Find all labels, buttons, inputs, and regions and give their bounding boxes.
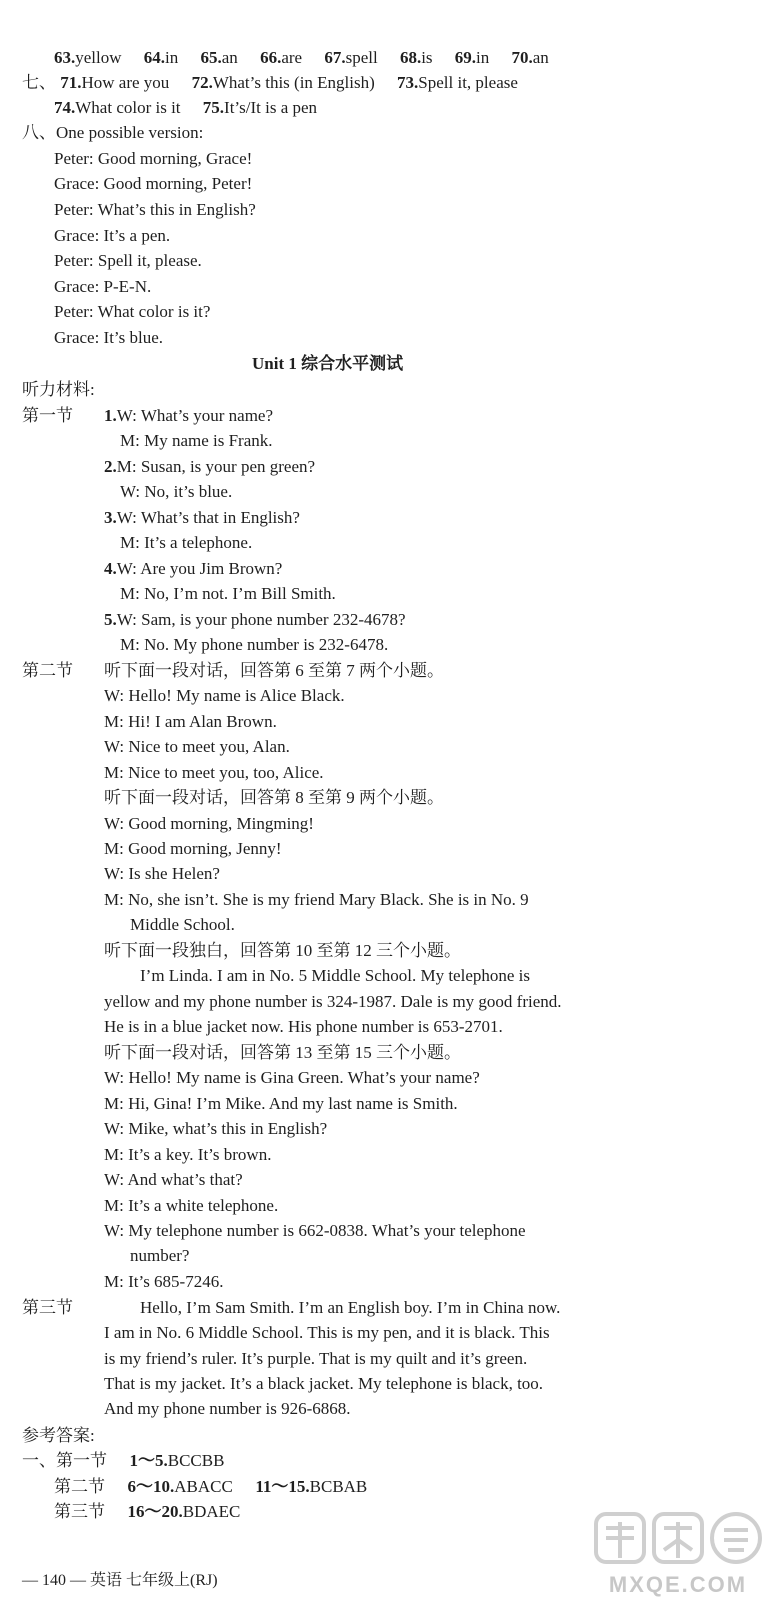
p1-q5-a <box>104 608 406 632</box>
part-3-label: 第三节 <box>22 1298 73 1317</box>
p1-q3-b: M: It’s a telephone. <box>120 533 253 552</box>
instruction: 听下面一段对话，回答第 8 至第 9 两个小题。 <box>104 788 444 807</box>
p1-q1-num: 1. <box>104 406 117 425</box>
listening-label: 听力材料: <box>22 380 95 399</box>
p1-q2-a <box>104 455 315 479</box>
unit-title: Unit 1 综合水平测试 <box>252 354 404 373</box>
instruction: 听下面一段独白，回答第 10 至第 12 三个小题。 <box>104 941 461 960</box>
q71-num: 71. <box>60 73 82 92</box>
section-7-label: 七、 <box>22 73 56 92</box>
key-row-1-range: 1～5. <box>129 1451 168 1470</box>
q70-ans: an <box>532 48 549 67</box>
dialog-line: M: It’s a white telephone. <box>104 1196 279 1215</box>
key-row-1 <box>22 1449 224 1473</box>
passage-line: And my phone number is 926-6868. <box>104 1399 351 1418</box>
instruction: 听下面一段对话，回答第 6 至第 7 两个小题。 <box>104 661 444 680</box>
watermark-logo <box>578 1508 778 1598</box>
dialog-line: Peter: Spell it, please. <box>54 251 202 270</box>
monologue-line: He is in a blue jacket now. His phone number is 653-2701. <box>104 1017 503 1036</box>
q75-num: 75. <box>202 98 225 117</box>
section-7-row2 <box>54 96 335 120</box>
p1-q3-a <box>104 506 300 530</box>
dialog-line: W: And what’s that? <box>104 1170 243 1189</box>
dialog-line: M: Hi! I am Alan Brown. <box>104 712 277 731</box>
q64-num: 64. <box>143 48 166 67</box>
q65-num: 65. <box>200 48 222 67</box>
key-row-3-prefix: 第三节 <box>54 1502 105 1521</box>
monologue-line: I’m Linda. I am in No. 5 Middle School. My telephone is <box>140 966 530 985</box>
part-1-label: 第一节 <box>22 406 73 425</box>
dialog-line: Middle School. <box>130 915 235 934</box>
q72-ans: What’s this (in English) <box>212 73 375 92</box>
dialog-line: Grace: It’s blue. <box>54 328 164 347</box>
p1-q4-num: 4. <box>104 559 117 578</box>
q68-num: 68. <box>399 48 422 67</box>
passage-line: Hello, I’m Sam Smith. I’m an English boy. I’m in China now. <box>140 1298 561 1317</box>
q67-ans: spell <box>345 48 378 67</box>
page-footer: — 140 — 英语 七年级上(RJ) <box>22 1572 218 1589</box>
q63-ans: yellow <box>75 48 122 67</box>
passage-line: That is my jacket. It’s a black jacket. My telephone is black, too. <box>104 1374 544 1393</box>
dialog-line: W: Is she Helen? <box>104 864 220 883</box>
q74-ans: What color is it <box>75 98 181 117</box>
q64-ans: in <box>165 48 179 67</box>
key-row-2 <box>54 1475 367 1499</box>
key-label: 参考答案: <box>22 1426 95 1445</box>
dialog-line: Grace: It’s a pen. <box>54 226 171 245</box>
p1-q3-num: 3. <box>104 508 117 527</box>
q71-ans: How are you <box>81 73 170 92</box>
dialog-line: M: Hi, Gina! I’m Mike. And my last name is Smith. <box>104 1094 458 1113</box>
q67-num: 67. <box>324 48 346 67</box>
key-row-1-prefix: 一、第一节 <box>22 1451 107 1470</box>
dialog-line: M: No, she isn’t. She is my friend Mary Black. She is in No. 9 <box>104 890 529 909</box>
part-2-label: 第二节 <box>22 661 73 680</box>
q75-ans: It’s/It is a pen <box>224 98 318 117</box>
key-row-2-prefix: 第二节 <box>54 1477 105 1496</box>
dialog-line: W: My telephone number is 662-0838. What’s your telephone <box>104 1221 526 1240</box>
q68-ans: is <box>421 48 433 67</box>
q74-num: 74. <box>54 98 76 117</box>
q73-ans: Spell it, please <box>418 73 518 92</box>
p1-q2-num: 2. <box>104 457 117 476</box>
section-7-row1 <box>22 71 536 95</box>
answers-63-70 <box>54 46 567 70</box>
q65-ans: an <box>221 48 238 67</box>
key-row-2-range-a: 6～10. <box>127 1477 175 1496</box>
section-8-label: 八、One possible version: <box>22 123 204 142</box>
passage-line: is my friend’s ruler. It’s purple. That is my quilt and it’s green. <box>104 1349 528 1368</box>
p1-q5-b: M: No. My phone number is 232-6478. <box>120 635 389 654</box>
p1-q1-a <box>104 404 273 428</box>
q70-num: 70. <box>511 48 533 67</box>
p1-q5-text: W: Sam, is your phone number 232-4678? <box>116 610 406 629</box>
key-row-3-answers: BDAEC <box>182 1502 241 1521</box>
dialog-line: M: Nice to meet you, too, Alice. <box>104 763 324 782</box>
monologue-line: yellow and my phone number is 324-1987. Dale is my good friend. <box>104 992 562 1011</box>
key-row-2-answers-b: BCBAB <box>309 1477 368 1496</box>
q73-num: 73. <box>397 73 419 92</box>
watermark-seal-icon <box>578 1508 778 1570</box>
dialog-line: Peter: What’s this in English? <box>54 200 256 219</box>
instruction: 听下面一段对话，回答第 13 至第 15 三个小题。 <box>104 1043 461 1062</box>
dialog-line: W: Nice to meet you, Alan. <box>104 737 290 756</box>
p1-q2-text: M: Susan, is your pen green? <box>116 457 316 476</box>
key-row-3 <box>54 1500 240 1524</box>
dialog-line: W: Hello! My name is Alice Black. <box>104 686 345 705</box>
q72-num: 72. <box>191 73 213 92</box>
dialog-line: M: It’s 685-7246. <box>104 1272 224 1291</box>
key-row-3-range: 16～20. <box>127 1502 183 1521</box>
key-row-1-answers: BCCBB <box>167 1451 225 1470</box>
key-row-2-range-b: 11～15. <box>255 1477 310 1496</box>
q66-ans: are <box>281 48 303 67</box>
dialog-line: number? <box>130 1246 190 1265</box>
p1-q1-text: W: What’s your name? <box>116 406 274 425</box>
dialog-line: M: It’s a key. It’s brown. <box>104 1145 272 1164</box>
p1-q1-b: M: My name is Frank. <box>120 431 273 450</box>
dialog-line: Grace: P-E-N. <box>54 277 152 296</box>
p1-q4-text: W: Are you Jim Brown? <box>116 559 283 578</box>
p1-q3-text: W: What’s that in English? <box>116 508 300 527</box>
dialog-line: W: Good morning, Mingming! <box>104 814 314 833</box>
q66-num: 66. <box>260 48 282 67</box>
dialog-line: Peter: Good morning, Grace! <box>54 149 253 168</box>
p1-q4-a <box>104 557 282 581</box>
q69-ans: in <box>476 48 490 67</box>
key-row-2-answers-a: ABACC <box>174 1477 233 1496</box>
p1-q2-b: W: No, it’s blue. <box>120 482 233 501</box>
dialog-line: Grace: Good morning, Peter! <box>54 174 253 193</box>
dialog-line: W: Hello! My name is Gina Green. What’s your name? <box>104 1068 480 1087</box>
p1-q5-num: 5. <box>104 610 117 629</box>
q63-num: 63. <box>54 48 76 67</box>
dialog-line: W: Mike, what’s this in English? <box>104 1119 328 1138</box>
p1-q4-b: M: No, I’m not. I’m Bill Smith. <box>120 584 336 603</box>
q69-num: 69. <box>454 48 477 67</box>
passage-line: I am in No. 6 Middle School. This is my pen, and it is black. This <box>104 1323 550 1342</box>
watermark-text: MXQE.COM <box>608 1572 748 1597</box>
dialog-line: M: Good morning, Jenny! <box>104 839 282 858</box>
dialog-line: Peter: What color is it? <box>54 302 211 321</box>
